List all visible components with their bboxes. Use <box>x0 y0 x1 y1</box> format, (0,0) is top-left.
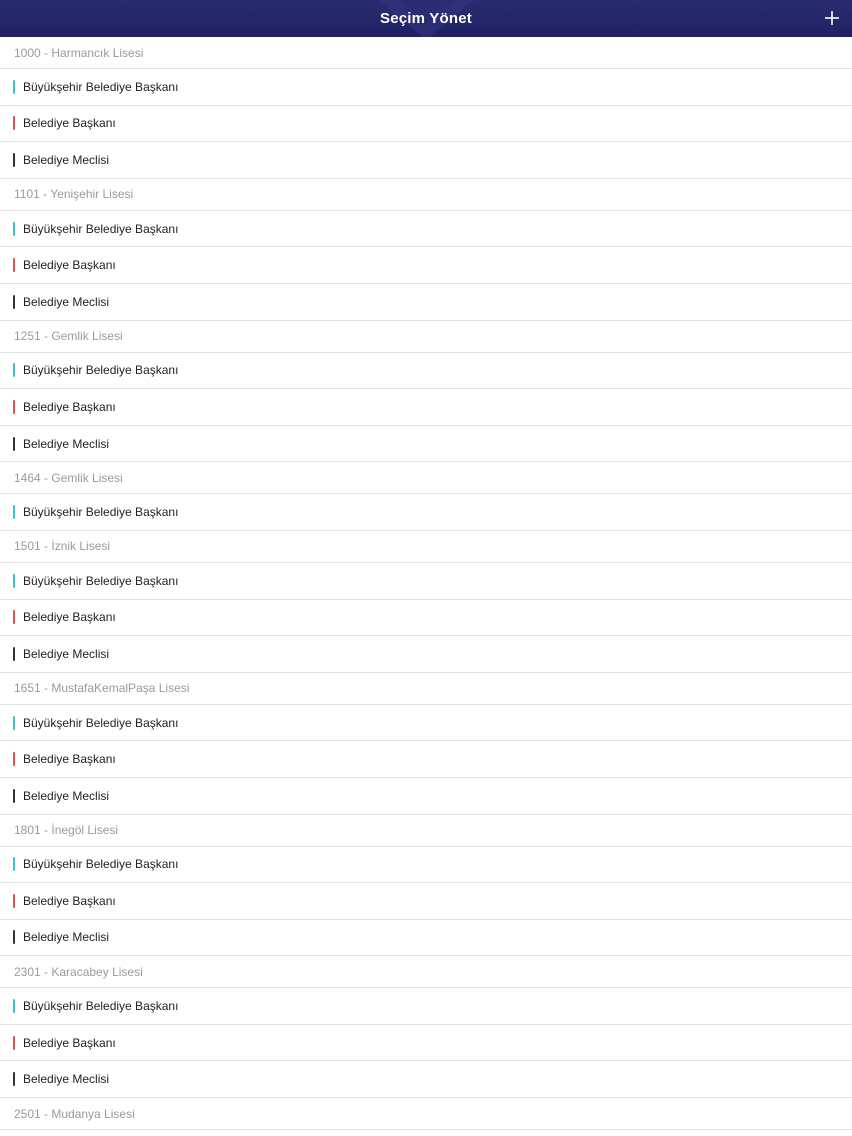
list-item-label: Belediye Başkanı <box>23 752 116 767</box>
navigation-bar <box>0 0 852 37</box>
list-item-buyuksehir[interactable] <box>0 988 852 1025</box>
color-indicator <box>13 363 15 377</box>
list-item-belediye-baskani[interactable] <box>0 247 852 284</box>
list-item-label: Belediye Meclisi <box>23 436 110 451</box>
list-item-label: Büyükşehir Belediye Başkanı <box>23 857 179 872</box>
list-item-belediye-meclisi[interactable] <box>0 778 852 815</box>
list-item-label: Belediye Meclisi <box>23 152 110 167</box>
section-header: 1501 - İznik Lisesi <box>0 531 852 563</box>
list-item-label: Büyükşehir Belediye Başkanı <box>23 505 179 520</box>
color-indicator <box>13 752 15 766</box>
color-indicator <box>13 574 15 588</box>
color-indicator <box>13 80 15 94</box>
section-header: 1464 - Gemlik Lisesi <box>0 462 852 494</box>
color-indicator <box>13 258 15 272</box>
list-item-label: Belediye Başkanı <box>23 116 116 131</box>
list-item-buyuksehir[interactable] <box>0 353 852 390</box>
election-list <box>0 37 852 1130</box>
list-item-belediye-baskani[interactable] <box>0 106 852 143</box>
color-indicator <box>13 857 15 871</box>
list-item-belediye-baskani[interactable] <box>0 1025 852 1062</box>
section-header: 2501 - Mudanya Lisesi <box>0 1098 852 1130</box>
list-item-belediye-meclisi[interactable] <box>0 426 852 463</box>
list-item-belediye-meclisi[interactable] <box>0 920 852 957</box>
list-item-label: Belediye Meclisi <box>23 788 110 803</box>
color-indicator <box>13 400 15 414</box>
list-item-belediye-meclisi[interactable] <box>0 284 852 321</box>
page-title: Seçim Yönet <box>380 10 472 27</box>
list-item-label: Büyükşehir Belediye Başkanı <box>23 79 179 94</box>
list-item-label: Belediye Başkanı <box>23 399 116 414</box>
list-item-label: Belediye Başkanı <box>23 610 116 625</box>
section-header: 1801 - İnegöl Lisesi <box>0 815 852 847</box>
list-item-label: Büyükşehir Belediye Başkanı <box>23 363 179 378</box>
color-indicator <box>13 295 15 309</box>
list-item-label: Belediye Meclisi <box>23 930 110 945</box>
color-indicator <box>13 999 15 1013</box>
list-item-buyuksehir[interactable] <box>0 494 852 531</box>
list-item-belediye-meclisi[interactable] <box>0 1061 852 1098</box>
list-item-label: Belediye Başkanı <box>23 258 116 273</box>
list-item-label: Belediye Başkanı <box>23 893 116 908</box>
section-header: 1251 - Gemlik Lisesi <box>0 321 852 353</box>
list-item-label: Belediye Meclisi <box>23 1072 110 1087</box>
list-item-belediye-baskani[interactable] <box>0 600 852 637</box>
list-item-label: Belediye Meclisi <box>23 646 110 661</box>
color-indicator <box>13 222 15 236</box>
list-item-buyuksehir[interactable] <box>0 705 852 742</box>
color-indicator <box>13 1036 15 1050</box>
list-item-buyuksehir[interactable] <box>0 211 852 248</box>
color-indicator <box>13 1072 15 1086</box>
section-header: 1651 - MustafaKemalPaşa Lisesi <box>0 673 852 705</box>
color-indicator <box>13 647 15 661</box>
list-item-belediye-meclisi[interactable] <box>0 636 852 673</box>
color-indicator <box>13 437 15 451</box>
list-item-buyuksehir[interactable] <box>0 563 852 600</box>
color-indicator <box>13 116 15 130</box>
color-indicator <box>13 930 15 944</box>
list-item-label: Büyükşehir Belediye Başkanı <box>23 221 179 236</box>
list-item-belediye-baskani[interactable] <box>0 389 852 426</box>
list-item-label: Belediye Meclisi <box>23 294 110 309</box>
color-indicator <box>13 610 15 624</box>
color-indicator <box>13 789 15 803</box>
list-item-belediye-baskani[interactable] <box>0 741 852 778</box>
section-header: 2301 - Karacabey Lisesi <box>0 956 852 988</box>
list-item-label: Büyükşehir Belediye Başkanı <box>23 715 179 730</box>
section-header: 1000 - Harmancık Lisesi <box>0 37 852 69</box>
section-header: 1101 - Yenişehir Lisesi <box>0 179 852 211</box>
color-indicator <box>13 153 15 167</box>
list-item-label: Büyükşehir Belediye Başkanı <box>23 573 179 588</box>
plus-icon[interactable] <box>820 6 844 30</box>
list-item-belediye-meclisi[interactable] <box>0 142 852 179</box>
color-indicator <box>13 505 15 519</box>
list-item-label: Belediye Başkanı <box>23 1035 116 1050</box>
list-item-belediye-baskani[interactable] <box>0 883 852 920</box>
color-indicator <box>13 894 15 908</box>
list-item-buyuksehir[interactable] <box>0 847 852 884</box>
list-item-buyuksehir[interactable] <box>0 69 852 106</box>
color-indicator <box>13 716 15 730</box>
list-item-label: Büyükşehir Belediye Başkanı <box>23 999 179 1014</box>
